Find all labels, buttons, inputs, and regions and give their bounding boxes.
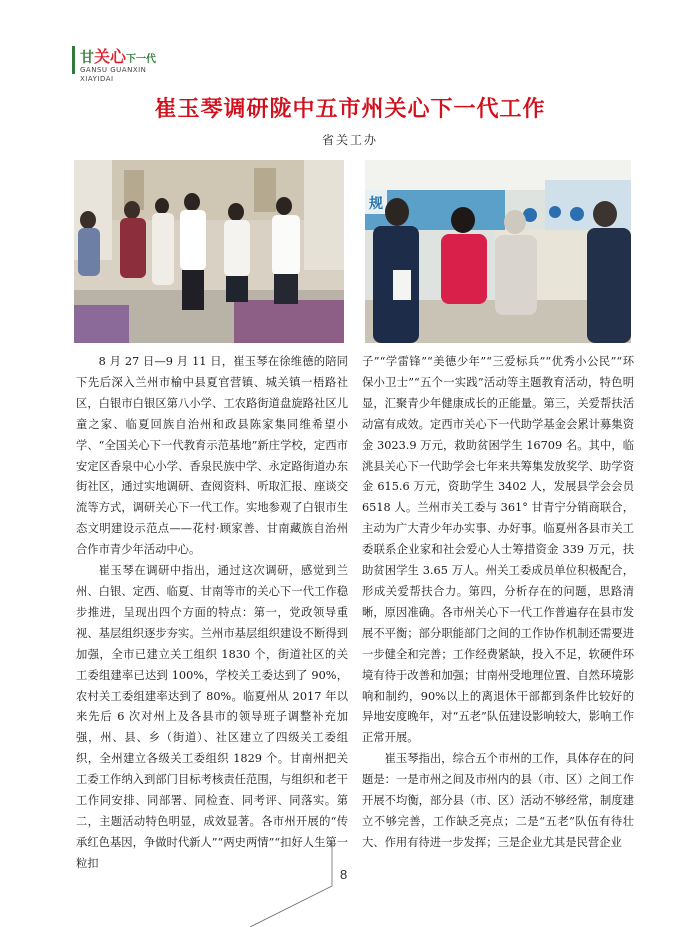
- article-byline: 省关工办: [321, 133, 378, 147]
- masthead-logo: [72, 42, 172, 86]
- article-column-left: [76, 352, 348, 875]
- paragraph-3: 崔玉琴指出，综合五个市州的工作，具体存在的问题是：一是市州之间及市州内的县（市、区）之间工作开展不均衡，部分县（市、区）活动不够经常，制度建立不够完善，工作缺乏亮点；二是“五老”队伍有待壮大、作用有待进一步发挥；三是企业尤其是民营企业: [362, 752, 634, 849]
- masthead-char: 甘: [80, 50, 94, 66]
- photo-classroom-image: [365, 160, 631, 343]
- masthead-red-text: 关心: [94, 47, 127, 66]
- masthead-small-text: 下一代: [126, 54, 157, 65]
- photo-classroom: [365, 160, 631, 343]
- photo-meeting-hall-image: [74, 160, 344, 343]
- paragraph-2: 崔玉琴在调研中指出，通过这次调研，感觉到兰州、白银、定西、临夏、甘南等市的关心下一代工作稳步推进，呈现出四个方面的特点：第一，党政领导重视、基层组织逐步夯实。兰州市基层组织建设不断得到加强，全市已建立关工组织 1830 个，街道社区的关工委组建率已达到 100%，学校关工委达到了 90%，农村关工委组建率达到了 80%。临夏州从 2017 年以来先后 6 次对州上及各县市的领导班子调整补充加强，州、县、乡（街道）、社区建立了四级关工委组织，全州建立各级关工委组织 1829 个。甘南州把关工委工作纳入到部门目标考核责任范围，与组织和老干工作同安排、同部署、同检查、同考评、同落实。第二，主题活动特色明显，成效显著。各市州开展的“传承红色基因，争做时代新人”“两史两情”“扣好人生第一粒扣: [76, 564, 348, 870]
- footer-decoration: [0, 840, 700, 927]
- masthead-bar: [72, 46, 75, 74]
- masthead-en-line2: XIAYIDAI: [80, 75, 114, 83]
- classroom-sign-char: 规: [369, 196, 383, 212]
- article-title: 崔玉琴调研陇中五市州关心下一代工作: [154, 96, 546, 122]
- page-number: 8: [340, 867, 348, 882]
- photo-meeting-hall: [74, 160, 344, 343]
- masthead-en-line1: GANSU GUANXIN: [80, 66, 147, 74]
- paragraph-1: 8 月 27 日—9 月 11 日，崔玉琴在徐维德的陪同下先后深入兰州市榆中县夏官营镇、城关镇一梧路社区，白银市白银区第八小学、工农路街道盘旋路社区儿童之家、临夏回族自治州和政县陈家集同维希望小学、“全国关心下一代教育示范基地”新庄学校，定西市安定区香泉中心小学、香泉民族中学、永定路街道办东街社区，通过实地调研、查阅资料、听取汇报、座谈交流等方式，调研关心下一代工作。实地参观了白银市生态文明建设示范点——花村·顾家善、甘南藏族自治州合作市青少年活动中心。: [76, 355, 348, 557]
- masthead-title: [80, 44, 156, 67]
- article-column-right: [362, 352, 634, 854]
- paragraph-2-continued: 子”“学雷锋”“美德少年”“三爱标兵”“优秀小公民”“环保小卫士”“五个一实践”活动等主题教育活动，特色明显，汇聚青少年健康成长的正能量。第三，关爱帮扶活动富有成效。定西市关心下一代助学基金会累计募集资金 3023.9 万元，救助贫困学生 16709 名。其中，临洮县关心下一代助学会七年来共筹集发放奖学、助学资金 615.6 万元，资助学生 3402 人，发展县学会会员 6518 人。兰州市关工委与 361° 甘青宁分销商联合，主动为广大青少年办实事、办好事。临夏州各县市关工委联系企业家和社会爱心人士筹措资金 339 万元，扶助贫困学生 3.65 万人。州关工委成员单位积极配合，形成关爱帮扶合力。第四，分析存在的问题，思路清晰，原因准确。各市州关心下一代工作普遍存在县市发展不平衡；部分职能部门之间的工作协作机制还需要进一步健全和完善；工作经费紧缺，投入不足，软硬件环境有待于改善和加强；甘南州受地理位置、自然环境影响和制约，90%以上的离退休干部都到条件比较好的异地安度晚年，对“五老”队伍建设影响较大，影响工作正常开展。: [362, 355, 634, 745]
